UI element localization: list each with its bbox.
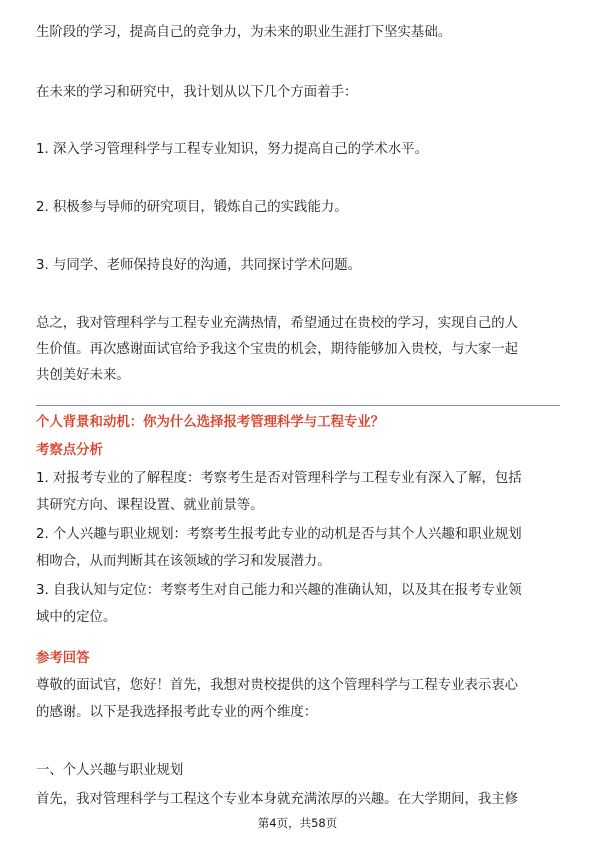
plan-item-2: 2. 积极参与导师的研究项目，锻炼自己的实践能力。 bbox=[36, 200, 348, 215]
analysis-line: 相吻合，从而判断其在该领域的学习和发展潜力。 bbox=[36, 554, 331, 569]
plan-item-3: 3. 与同学、老师保持良好的沟通，共同探讨学术问题。 bbox=[36, 258, 362, 273]
section-divider bbox=[36, 405, 560, 406]
section-body-line: 首先，我对管理科学与工程这个专业本身就充满浓厚的兴趣。在大学期间，我主修 bbox=[36, 792, 519, 807]
analysis-heading: 考察点分析 bbox=[36, 443, 103, 458]
analysis-line: 域中的定位。 bbox=[36, 610, 117, 625]
page-number: 第4页，共58页 bbox=[257, 816, 338, 830]
section-heading: 一、个人兴趣与职业规划 bbox=[36, 763, 184, 778]
question-title: 个人背景和动机：你为什么选择报考管理科学与工程专业？ bbox=[36, 415, 385, 430]
conclusion-line: 生价值。再次感谢面试官给予我这个宝贵的机会，期待能够加入贵校，与大家一起 bbox=[36, 342, 519, 357]
intro-text-line: 生阶段的学习，提高自己的竞争力，为未来的职业生涯打下坚实基础。 bbox=[36, 25, 452, 40]
answer-line: 尊敬的面试官，您好！首先，我想对贵校提供的这个管理科学与工程专业表示衷心 bbox=[36, 678, 519, 693]
analysis-line: 3. 自我认知与定位：考察考生对自己能力和兴趣的准确认知，以及其在报考专业领 bbox=[36, 583, 522, 598]
analysis-line: 2. 个人兴趣与职业规划：考察考生报考此专业的动机是否与其个人兴趣和职业规划 bbox=[36, 527, 522, 542]
analysis-line: 其研究方向、课程设置、就业前景等。 bbox=[36, 498, 264, 513]
plan-intro-text: 在未来的学习和研究中，我计划从以下几个方面着手： bbox=[36, 85, 358, 100]
conclusion-line: 共创美好未来。 bbox=[36, 368, 130, 383]
plan-item-1: 1. 深入学习管理科学与工程专业知识，努力提高自己的学术水平。 bbox=[36, 142, 428, 157]
answer-line: 的感谢。以下是我选择报考此专业的两个维度： bbox=[36, 705, 318, 720]
answer-heading: 参考回答 bbox=[36, 651, 90, 666]
conclusion-line: 总之，我对管理科学与工程专业充满热情，希望通过在贵校的学习，实现自己的人 bbox=[36, 316, 519, 331]
analysis-line: 1. 对报考专业的了解程度：考察考生是否对管理科学与工程专业有深入了解，包括 bbox=[36, 471, 522, 486]
